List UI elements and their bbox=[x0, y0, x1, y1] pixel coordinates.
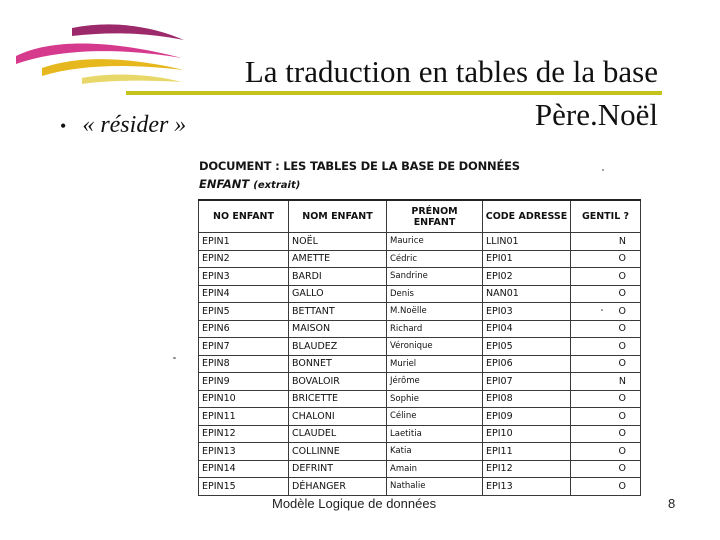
slide-title-continuation: Père.Noël bbox=[534, 97, 658, 132]
no-enfant-cell: EPIN7 bbox=[199, 338, 289, 356]
logo-swoosh-light bbox=[82, 75, 182, 84]
no-enfant-cell: EPIN6 bbox=[199, 320, 289, 338]
gentil-cell: O bbox=[571, 285, 641, 303]
no-enfant-cell: EPIN13 bbox=[199, 443, 289, 461]
scan-speck bbox=[173, 357, 176, 359]
nom-enfant-cell: DÉHANGER bbox=[289, 478, 387, 496]
code-adresse-cell: EPI13 bbox=[483, 478, 571, 496]
code-adresse-cell: EPI07 bbox=[483, 373, 571, 391]
table-row bbox=[199, 320, 641, 338]
no-enfant-cell: EPIN11 bbox=[199, 408, 289, 426]
gentil-cell: O bbox=[571, 460, 641, 478]
table-row bbox=[199, 390, 641, 408]
code-adresse-cell: EPI04 bbox=[483, 320, 571, 338]
slide-title: La traduction en tables de la base bbox=[244, 54, 658, 89]
scan-speck bbox=[601, 309, 603, 311]
table-row bbox=[199, 460, 641, 478]
prenom-enfant-cell: Véronique bbox=[387, 338, 483, 356]
prenom-enfant-cell: Jérôme bbox=[387, 373, 483, 391]
page-number: 8 bbox=[668, 496, 676, 511]
prenom-enfant-cell: Muriel bbox=[387, 355, 483, 373]
enfant-table bbox=[198, 199, 641, 496]
prenom-enfant-cell: Sandrine bbox=[387, 268, 483, 286]
gentil-cell: O bbox=[571, 303, 641, 321]
nom-enfant-cell: DEFRINT bbox=[289, 460, 387, 478]
prenom-enfant-cell: Sophie bbox=[387, 390, 483, 408]
nom-enfant-cell: BARDI bbox=[289, 268, 387, 286]
table-note: (extrait) bbox=[253, 180, 301, 191]
nom-enfant-cell: AMETTE bbox=[289, 250, 387, 268]
no-enfant-cell: EPIN10 bbox=[199, 390, 289, 408]
nom-enfant-cell: NOËL bbox=[289, 233, 387, 251]
enfant-table-container bbox=[198, 199, 641, 496]
code-adresse-cell: EPI12 bbox=[483, 460, 571, 478]
gentil-cell: O bbox=[571, 355, 641, 373]
code-adresse-cell: LLIN01 bbox=[483, 233, 571, 251]
code-adresse-cell: EPI06 bbox=[483, 355, 571, 373]
table-header-row bbox=[199, 200, 641, 233]
table-row bbox=[199, 250, 641, 268]
column-header: CODE ADRESSE bbox=[483, 200, 571, 233]
table-name bbox=[199, 177, 300, 191]
gentil-cell: O bbox=[571, 338, 641, 356]
code-adresse-cell: EPI11 bbox=[483, 443, 571, 461]
logo-swoosh-purple bbox=[72, 24, 184, 40]
no-enfant-cell: EPIN14 bbox=[199, 460, 289, 478]
prenom-enfant-cell: Richard bbox=[387, 320, 483, 338]
no-enfant-cell: EPIN3 bbox=[199, 268, 289, 286]
table-row bbox=[199, 285, 641, 303]
bullet-dot: • bbox=[60, 116, 67, 136]
nom-enfant-cell: BRICETTE bbox=[289, 390, 387, 408]
footer-caption: Modèle Logique de données bbox=[272, 496, 437, 511]
table-row bbox=[199, 443, 641, 461]
bullet-text: « résider » bbox=[82, 112, 187, 138]
nom-enfant-cell: BONNET bbox=[289, 355, 387, 373]
code-adresse-cell: EPI10 bbox=[483, 425, 571, 443]
column-header: GENTIL ? bbox=[571, 200, 641, 233]
prenom-enfant-cell: Céline bbox=[387, 408, 483, 426]
gentil-cell: O bbox=[571, 478, 641, 496]
bullet-item bbox=[60, 112, 186, 139]
gentil-cell: N bbox=[571, 233, 641, 251]
table-row bbox=[199, 338, 641, 356]
code-adresse-cell: EPI03 bbox=[483, 303, 571, 321]
prenom-enfant-cell: Denis bbox=[387, 285, 483, 303]
nom-enfant-cell: CHALONI bbox=[289, 408, 387, 426]
gentil-cell: O bbox=[571, 390, 641, 408]
nom-enfant-cell: BOVALOIR bbox=[289, 373, 387, 391]
nom-enfant-cell: GALLO bbox=[289, 285, 387, 303]
gentil-cell: O bbox=[571, 443, 641, 461]
no-enfant-cell: EPIN15 bbox=[199, 478, 289, 496]
code-adresse-cell: EPI01 bbox=[483, 250, 571, 268]
prenom-enfant-cell: Maurice bbox=[387, 233, 483, 251]
prenom-enfant-cell: Amain bbox=[387, 460, 483, 478]
column-header: PRÉNOM ENFANT bbox=[387, 200, 483, 233]
prenom-enfant-cell: M.Noëlle bbox=[387, 303, 483, 321]
title-underline bbox=[126, 91, 662, 95]
prenom-enfant-cell: Katia bbox=[387, 443, 483, 461]
logo-swoosh-yellow bbox=[42, 59, 184, 76]
document-heading: DOCUMENT : LES TABLES DE LA BASE DE DONNÉES bbox=[199, 159, 520, 173]
nom-enfant-cell: CLAUDEL bbox=[289, 425, 387, 443]
presentation-logo bbox=[12, 18, 187, 90]
gentil-cell: O bbox=[571, 268, 641, 286]
no-enfant-cell: EPIN9 bbox=[199, 373, 289, 391]
prenom-enfant-cell: Cédric bbox=[387, 250, 483, 268]
table-row bbox=[199, 408, 641, 426]
table-body bbox=[199, 233, 641, 496]
no-enfant-cell: EPIN8 bbox=[199, 355, 289, 373]
no-enfant-cell: EPIN1 bbox=[199, 233, 289, 251]
table-row bbox=[199, 425, 641, 443]
nom-enfant-cell: BLAUDEZ bbox=[289, 338, 387, 356]
table-row bbox=[199, 355, 641, 373]
no-enfant-cell: EPIN4 bbox=[199, 285, 289, 303]
table-row bbox=[199, 478, 641, 496]
prenom-enfant-cell: Laetitia bbox=[387, 425, 483, 443]
nom-enfant-cell: COLLINNE bbox=[289, 443, 387, 461]
code-adresse-cell: EPI08 bbox=[483, 390, 571, 408]
prenom-enfant-cell: Nathalie bbox=[387, 478, 483, 496]
scan-speck bbox=[602, 169, 604, 171]
code-adresse-cell: EPI05 bbox=[483, 338, 571, 356]
code-adresse-cell: NAN01 bbox=[483, 285, 571, 303]
table-row bbox=[199, 233, 641, 251]
table-row bbox=[199, 303, 641, 321]
gentil-cell: N bbox=[571, 373, 641, 391]
column-header: NO ENFANT bbox=[199, 200, 289, 233]
no-enfant-cell: EPIN12 bbox=[199, 425, 289, 443]
gentil-cell: O bbox=[571, 250, 641, 268]
no-enfant-cell: EPIN2 bbox=[199, 250, 289, 268]
no-enfant-cell: EPIN5 bbox=[199, 303, 289, 321]
nom-enfant-cell: BETTANT bbox=[289, 303, 387, 321]
nom-enfant-cell: MAISON bbox=[289, 320, 387, 338]
table-row bbox=[199, 373, 641, 391]
gentil-cell: O bbox=[571, 425, 641, 443]
gentil-cell: O bbox=[571, 408, 641, 426]
table-name-label: ENFANT bbox=[199, 177, 250, 191]
code-adresse-cell: EPI02 bbox=[483, 268, 571, 286]
code-adresse-cell: EPI09 bbox=[483, 408, 571, 426]
table-row bbox=[199, 268, 641, 286]
gentil-cell: O bbox=[571, 320, 641, 338]
column-header: NOM ENFANT bbox=[289, 200, 387, 233]
